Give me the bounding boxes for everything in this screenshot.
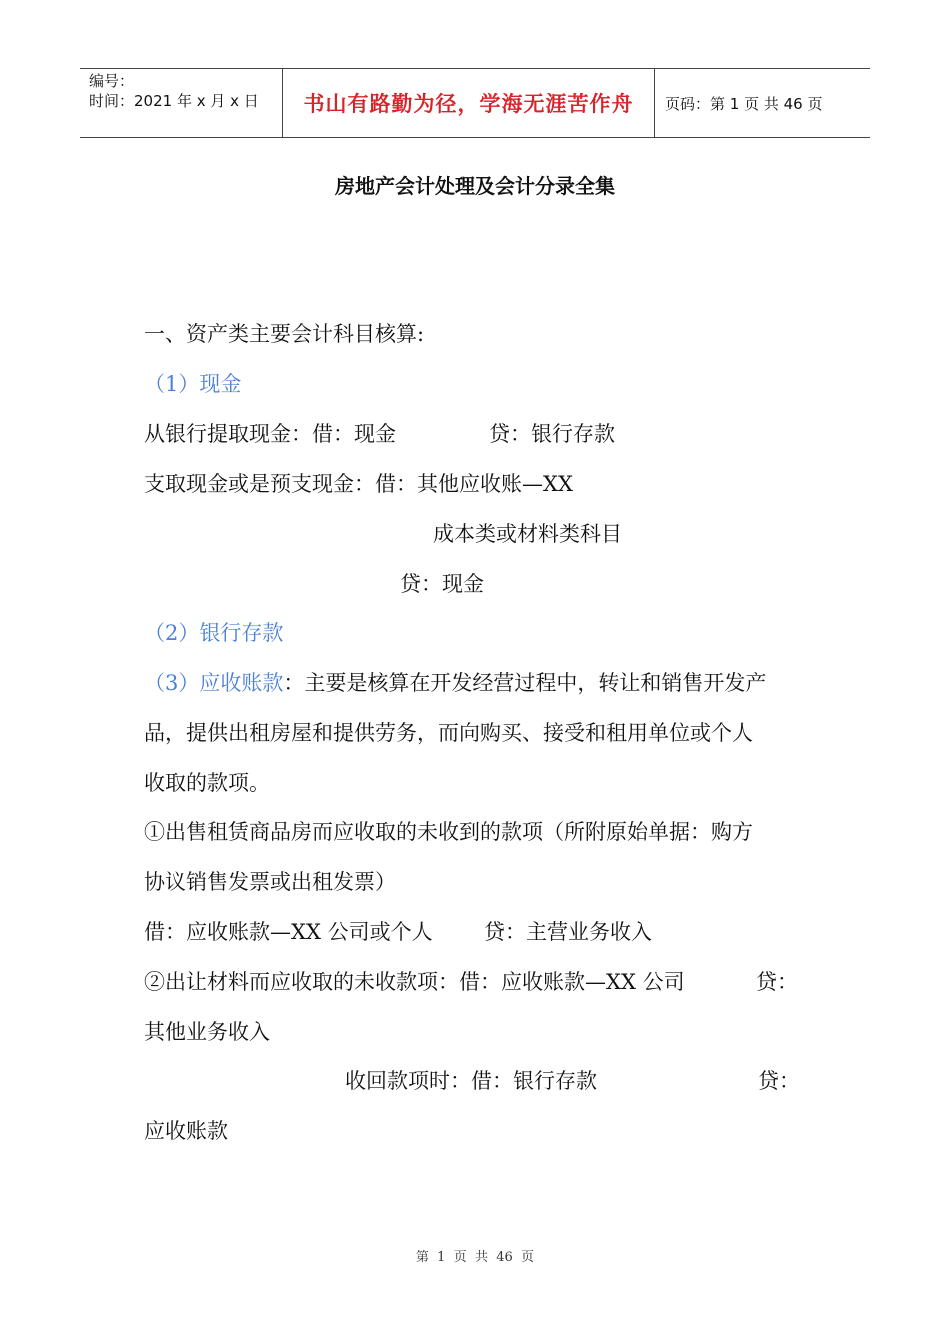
time-label: 时间：2021 年 x 月 x 日 <box>89 92 259 110</box>
document-title: 房地产会计处理及会计分录全集 <box>335 174 615 198</box>
ar-heading: （3）应收账款 <box>144 671 284 695</box>
ar-description-line1 <box>144 668 766 698</box>
ar-item1-line1: ①出售租赁商品房而应收取的未收到的款项（所附原始单据：购方 <box>144 820 753 844</box>
ar-item1-line2: 协议销售发票或出租发票） <box>144 870 396 894</box>
ar-collect-credit: 贷： <box>758 1069 800 1093</box>
ar-description-line3: 收取的款项。 <box>144 771 270 795</box>
ar-collect-line2: 应收账款 <box>144 1119 228 1143</box>
cash-entry-debit: 从银行提取现金：借：现金 <box>144 422 396 446</box>
cash-advance-entry: 支取现金或是预支现金：借：其他应收账—XX <box>144 472 573 496</box>
page-footer: 第 1 页 共 46 页 <box>415 1250 535 1265</box>
section-heading: 一、资产类主要会计科目核算: <box>144 322 425 346</box>
cash-entry-credit: 贷：银行存款 <box>489 422 615 446</box>
number-label: 编号： <box>89 72 135 90</box>
ar-item2-debit: ②出让材料而应收取的未收款项：借：应收账款—XX 公司 <box>144 970 685 994</box>
header-page-info: 页码：第 1 页 共 46 页 <box>665 94 823 113</box>
ar-description-line2: 品，提供出租房屋和提供劳务，而向购买、接受和租用单位或个人 <box>144 721 753 745</box>
cash-advance-credit: 贷：现金 <box>400 572 484 596</box>
ar-item2-credit: 贷： <box>756 970 798 994</box>
cash-heading: （1）现金 <box>144 372 242 396</box>
page-header <box>80 68 870 138</box>
cash-advance-cost: 成本类或材料类科目 <box>433 522 622 546</box>
header-motto: 书山有路勤为径，学海无涯苦作舟 <box>282 69 655 137</box>
ar-item1-credit: 贷：主营业务收入 <box>484 920 652 944</box>
ar-description-text: ：主要是核算在开发经营过程中，转让和销售开发产 <box>283 671 767 695</box>
header-meta <box>80 69 282 137</box>
ar-collect-debit: 收回款项时：借：银行存款 <box>345 1069 597 1093</box>
ar-item2-line2: 其他业务收入 <box>144 1020 270 1044</box>
bank-heading: （2）银行存款 <box>144 621 284 645</box>
ar-item1-debit: 借：应收账款—XX 公司或个人 <box>144 920 433 944</box>
